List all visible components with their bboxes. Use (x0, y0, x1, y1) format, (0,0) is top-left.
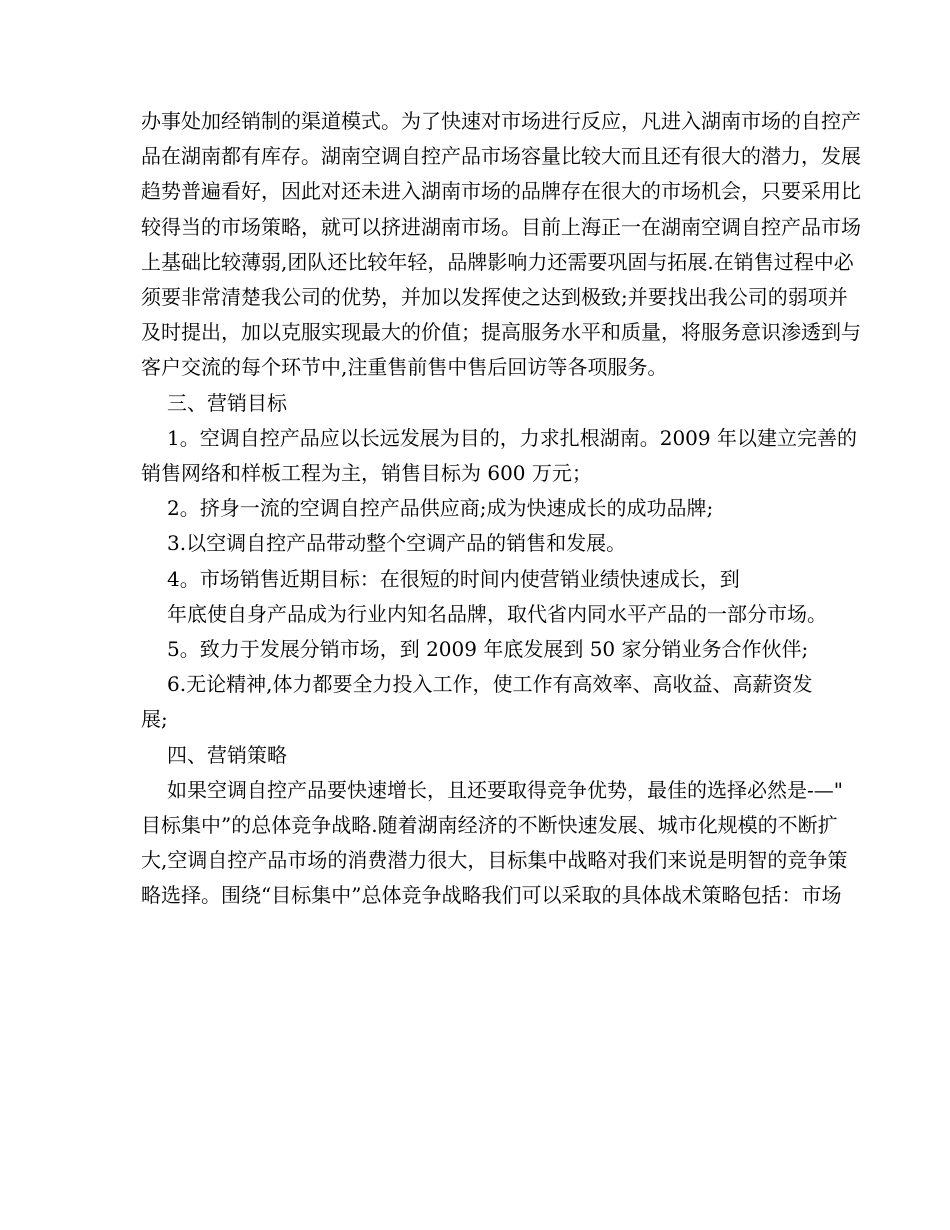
paragraph-line: 须要非常清楚我公司的优势，并加以发挥使之达到极致;并要找出我公司的弱项并 (141, 285, 848, 310)
list-item-continuation: 年底使自身产品成为行业内知名品牌，取代省内同水平产品的一部分市场。 (167, 601, 827, 626)
paragraph-line: 较得当的市场策略，就可以挤进湖南市场。目前上海正一在湖南空调自控产品市场 (141, 214, 861, 239)
paragraph-line: 品在湖南都有库存。湖南空调自控产品市场容量比较大而且还有很大的潜力，发展 (141, 144, 861, 169)
paragraph-line: 办事处加经销制的渠道模式。为了快速对市场进行反应，凡进入湖南市场的自控产 (141, 109, 861, 133)
section-heading: 四、营销策略 (167, 742, 287, 767)
list-item: 1。空调自控产品应以长远发展为目的，力求扎根湖南。2009 年以建立完善的 (167, 425, 857, 450)
list-item: 3.以空调自控产品带动整个空调产品的销售和发展。 (167, 531, 627, 556)
paragraph-line: 目标集中”的总体竞争战略.随着湖南经济的不断快速发展、城市化规模的不断扩 (141, 813, 838, 838)
paragraph-line: 客户交流的每个环节中,注重售前售中售后回访等各项服务。 (141, 355, 668, 380)
list-item-continuation: 展; (141, 707, 168, 732)
list-item: 4。市场销售近期目标：在很短的时间内使营销业绩快速成长，到 (167, 566, 740, 591)
list-item: 2。挤身一流的空调自控产品供应商;成为快速成长的成功品牌; (167, 496, 714, 521)
list-item: 6.无论精神,体力都要全力投入工作，使工作有高效率、高收益、高薪资发 (167, 672, 813, 697)
paragraph-line: 大,空调自控产品市场的消费潜力很大，目标集中战略对我们来说是明智的竞争策 (141, 848, 848, 873)
document-body (141, 104, 861, 914)
paragraph-line: 及时提出，加以克服实现最大的价值；提高服务水平和质量，将服务意识渗透到与 (141, 320, 861, 345)
paragraph-line: 上基础比较薄弱,团队还比较年轻，品牌影响力还需要巩固与拓展.在销售过程中必 (141, 249, 854, 274)
list-item-continuation: 销售网络和样板工程为主，销售目标为 600 万元； (141, 461, 592, 486)
list-item: 5。致力于发展分销市场，到 2009 年底发展到 50 家分销业务合作伙伴; (167, 637, 809, 662)
paragraph-line: 趋势普遍看好，因此对还未进入湖南市场的品牌存在很大的市场机会，只要采用比 (141, 179, 861, 204)
paragraph-line: 如果空调自控产品要快速增长，且还要取得竞争优势，最佳的选择必然是-—" (167, 777, 843, 802)
section-heading: 三、营销目标 (167, 390, 287, 415)
paragraph-line: 略选择。围绕“目标集中”总体竞争战略我们可以采取的具体战术策略包括：市场 (141, 883, 842, 908)
